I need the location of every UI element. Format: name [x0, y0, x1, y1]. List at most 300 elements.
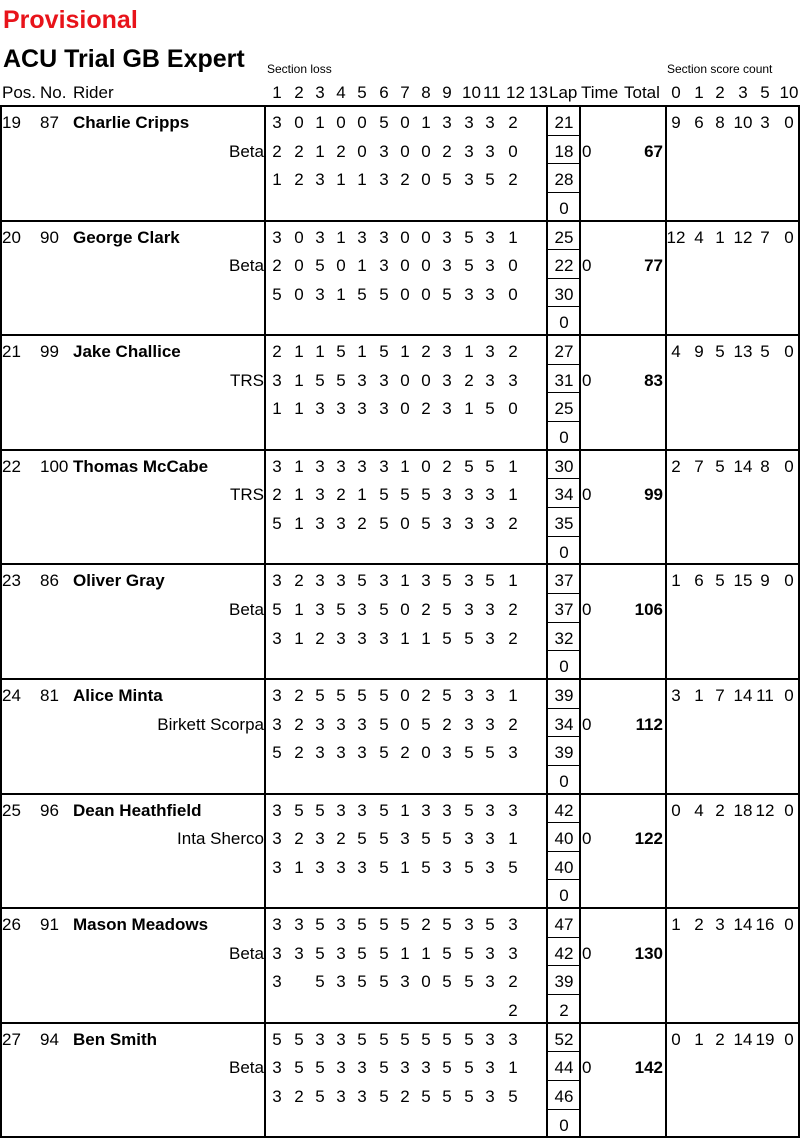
- row-divider: [0, 678, 800, 680]
- section-score: 2: [272, 141, 282, 161]
- score-count: 1: [694, 686, 704, 705]
- section-score: 1: [315, 113, 325, 132]
- section-score: 3: [442, 370, 452, 390]
- section-score: 3: [336, 399, 346, 419]
- section-score: 5: [294, 1058, 304, 1078]
- score-count: 5: [715, 571, 725, 591]
- lap-total-divider: [547, 507, 580, 508]
- section-score: 2: [442, 714, 452, 734]
- rider-total: 83: [644, 370, 663, 390]
- status-label: Provisional: [3, 6, 138, 34]
- header-section-12: 12: [506, 83, 525, 102]
- section-score: 5: [485, 456, 495, 476]
- section-score: 3: [442, 113, 452, 132]
- rider-number: 94: [40, 1029, 59, 1049]
- rider-time: 0: [582, 714, 592, 734]
- score-count: 9: [694, 342, 704, 362]
- lap-total: 0: [559, 657, 569, 677]
- section-score: 1: [357, 342, 367, 362]
- sections-left-border: [264, 105, 266, 1137]
- section-score: 5: [421, 514, 431, 533]
- score-count: 12: [755, 800, 775, 820]
- section-score: 3: [485, 686, 495, 705]
- rider-time: 0: [582, 141, 592, 161]
- section-score: 3: [379, 571, 389, 591]
- score-count: 5: [715, 342, 725, 362]
- header-count-10: 10: [779, 83, 799, 102]
- section-score: 1: [400, 800, 410, 820]
- section-score: 3: [357, 600, 367, 619]
- lap-total-divider: [547, 192, 580, 193]
- section-score: 3: [485, 342, 495, 362]
- section-score: 1: [357, 256, 367, 276]
- section-score: 3: [357, 743, 367, 763]
- section-score: 2: [294, 170, 304, 190]
- lap-total: 32: [554, 628, 574, 648]
- section-score: 3: [272, 943, 282, 963]
- section-score: 3: [315, 857, 325, 877]
- section-score: 3: [272, 370, 282, 390]
- section-score: 3: [315, 514, 325, 533]
- section-score: 5: [379, 686, 389, 705]
- section-score: 3: [336, 743, 346, 763]
- section-score: 3: [315, 485, 325, 505]
- section-score: 3: [464, 113, 474, 132]
- score-count: 2: [715, 1029, 725, 1049]
- rider-name: Jake Challice: [73, 342, 181, 362]
- section-score: 3: [400, 829, 410, 849]
- score-count: 0: [784, 571, 794, 591]
- lap-total: 30: [554, 456, 574, 476]
- section-score: 2: [508, 714, 518, 734]
- section-score: 5: [379, 800, 389, 820]
- section-score: 5: [442, 943, 452, 963]
- section-score: 3: [464, 170, 474, 190]
- score-count: 0: [784, 1029, 794, 1049]
- section-score: 2: [508, 514, 518, 533]
- section-score: 3: [357, 370, 367, 390]
- section-score: 0: [508, 399, 518, 419]
- header-time: Time: [581, 83, 619, 102]
- lap-total: 28: [554, 170, 574, 190]
- section-score: 5: [357, 943, 367, 963]
- rider-total: 99: [644, 485, 663, 505]
- lap-total: 2: [559, 1001, 569, 1020]
- section-score: 3: [272, 714, 282, 734]
- event-title: ACU Trial GB Expert: [3, 45, 245, 73]
- rider-time: 0: [582, 485, 592, 505]
- header-divider: [0, 105, 800, 107]
- section-score: 3: [315, 227, 325, 247]
- section-score: 5: [442, 972, 452, 992]
- section-score: 5: [379, 972, 389, 992]
- rider-total: 67: [644, 141, 663, 161]
- lap-total-divider: [547, 249, 580, 250]
- section-score: 3: [442, 399, 452, 419]
- rider-name: Dean Heathfield: [73, 800, 202, 820]
- rider-name: Oliver Gray: [73, 571, 165, 591]
- section-score: 5: [336, 370, 346, 390]
- rider-bike: Beta: [229, 1058, 264, 1078]
- rider-time: 0: [582, 600, 592, 619]
- section-score: 3: [400, 972, 410, 992]
- score-count: 3: [671, 686, 681, 705]
- score-count: 1: [671, 915, 681, 935]
- rider-name: Thomas McCabe: [73, 456, 209, 476]
- lap-total: 40: [554, 857, 574, 877]
- section-score: 5: [464, 972, 474, 992]
- lap-total: 30: [554, 284, 574, 304]
- lap-total: 37: [554, 600, 574, 619]
- section-score: 0: [421, 256, 431, 276]
- rider-total: 122: [634, 829, 663, 849]
- section-score: 5: [294, 1029, 304, 1049]
- score-count: 7: [760, 227, 770, 247]
- section-score: 3: [464, 514, 474, 533]
- header-pos: Pos.: [2, 83, 37, 102]
- section-score: 5: [485, 170, 495, 190]
- header-section-6: 6: [379, 83, 389, 102]
- section-score: 1: [400, 571, 410, 591]
- section-score: 5: [421, 1029, 431, 1049]
- section-score: 2: [508, 972, 518, 992]
- section-score: 3: [315, 170, 325, 190]
- section-score: 3: [485, 628, 495, 648]
- rider-time: 0: [582, 1058, 592, 1078]
- section-score: 3: [336, 800, 346, 820]
- lap-total: 18: [554, 141, 574, 161]
- section-score: 5: [421, 1087, 431, 1106]
- row-divider: [0, 449, 800, 451]
- header-count-0: 0: [671, 83, 681, 102]
- section-score: 3: [442, 227, 452, 247]
- score-count: 3: [760, 113, 770, 132]
- section-score: 3: [485, 485, 495, 505]
- score-count: 14: [733, 456, 753, 476]
- rider-position: 27: [2, 1029, 21, 1049]
- section-score: 2: [400, 1087, 410, 1106]
- lap-total-divider: [547, 994, 580, 995]
- section-score: 3: [379, 227, 389, 247]
- section-score: 1: [400, 943, 410, 963]
- section-score: 3: [357, 1087, 367, 1106]
- section-score: 2: [442, 456, 452, 476]
- section-score: 1: [336, 170, 346, 190]
- score-count: 2: [671, 456, 681, 476]
- rider-position: 25: [2, 800, 21, 820]
- rider-position: 23: [2, 571, 21, 591]
- score-count: 0: [784, 915, 794, 935]
- section-score: 0: [421, 972, 431, 992]
- header-section-9: 9: [442, 83, 452, 102]
- section-score: 1: [464, 342, 474, 362]
- section-score: 5: [357, 915, 367, 935]
- lap-total: 39: [554, 686, 574, 705]
- row-divider: [0, 563, 800, 565]
- rider-position: 21: [2, 342, 21, 362]
- section-score: 3: [272, 972, 282, 992]
- section-score: 3: [464, 686, 474, 705]
- lap-total: 0: [559, 542, 569, 562]
- header-section-10: 10: [462, 83, 481, 102]
- lap-total: 35: [554, 514, 574, 533]
- section-score: 5: [315, 972, 325, 992]
- lap-total-divider: [547, 937, 580, 938]
- section-score: 5: [400, 1029, 410, 1049]
- section-score: 5: [272, 284, 282, 304]
- section-score: 5: [379, 284, 389, 304]
- section-score: 2: [400, 170, 410, 190]
- lap-left-border: [546, 105, 548, 1137]
- section-score: 1: [294, 399, 304, 419]
- section-score: 5: [315, 256, 325, 276]
- section-score: 3: [294, 915, 304, 935]
- rider-bike: Beta: [229, 600, 264, 619]
- lap-total: 42: [554, 943, 574, 963]
- section-score: 3: [357, 628, 367, 648]
- section-score: 3: [336, 915, 346, 935]
- lap-total-divider: [547, 851, 580, 852]
- lap-total: 22: [554, 256, 574, 276]
- section-score: 2: [336, 829, 346, 849]
- section-score: 5: [272, 1029, 282, 1049]
- section-score: 3: [442, 485, 452, 505]
- section-score: 2: [442, 141, 452, 161]
- section-score: 3: [421, 1058, 431, 1078]
- score-count: 1: [694, 1029, 704, 1049]
- score-count: 4: [671, 342, 681, 362]
- section-score: 3: [442, 342, 452, 362]
- rider-time: 0: [582, 256, 592, 276]
- section-score: 0: [357, 113, 367, 132]
- section-score: 1: [508, 227, 518, 247]
- section-score: 1: [357, 485, 367, 505]
- section-score: 5: [379, 514, 389, 533]
- lap-total: 25: [554, 227, 574, 247]
- rider-time: 0: [582, 370, 592, 390]
- section-score: 3: [315, 456, 325, 476]
- rider-total: 142: [634, 1058, 663, 1078]
- section-score: 3: [485, 141, 495, 161]
- section-score: 3: [464, 141, 474, 161]
- section-score: 3: [315, 571, 325, 591]
- section-score: 2: [315, 628, 325, 648]
- section-score: 3: [464, 284, 474, 304]
- section-score: 3: [379, 456, 389, 476]
- section-score: 5: [272, 600, 282, 619]
- section-score: 5: [379, 714, 389, 734]
- section-score: 0: [508, 256, 518, 276]
- section-score: 3: [315, 743, 325, 763]
- section-score: 3: [508, 943, 518, 963]
- header-count-2: 2: [715, 83, 725, 102]
- section-score: 3: [379, 170, 389, 190]
- header-section-5: 5: [357, 83, 367, 102]
- rider-position: 19: [2, 113, 21, 132]
- section-score: 3: [272, 686, 282, 705]
- section-score: 0: [400, 686, 410, 705]
- section-score: 5: [379, 342, 389, 362]
- lap-total-divider: [547, 135, 580, 136]
- section-score: 5: [379, 113, 389, 132]
- section-score: 3: [357, 714, 367, 734]
- section-score: 3: [336, 714, 346, 734]
- lap-total-divider: [547, 593, 580, 594]
- section-score: 3: [315, 600, 325, 619]
- header-count-1: 1: [694, 83, 704, 102]
- section-score: 2: [421, 342, 431, 362]
- section-score: 5: [442, 600, 452, 619]
- rider-bike: TRS: [230, 485, 264, 505]
- section-score: 5: [379, 485, 389, 505]
- section-loss-label: Section loss: [267, 62, 332, 76]
- header-count-5: 5: [760, 83, 770, 102]
- section-score: 2: [508, 600, 518, 619]
- lap-total: 0: [559, 313, 569, 333]
- section-score: 2: [294, 686, 304, 705]
- section-score: 0: [400, 284, 410, 304]
- rider-bike: Beta: [229, 141, 264, 161]
- lap-total-divider: [547, 1051, 580, 1052]
- section-score: 3: [485, 1087, 495, 1106]
- section-score: 0: [400, 714, 410, 734]
- section-score: 5: [508, 1087, 518, 1106]
- section-score: 3: [336, 857, 346, 877]
- section-score: 3: [508, 743, 518, 763]
- section-score: 3: [421, 571, 431, 591]
- section-score: 3: [442, 857, 452, 877]
- section-score: 2: [272, 256, 282, 276]
- lap-total: 34: [554, 485, 574, 505]
- section-score: 3: [485, 370, 495, 390]
- lap-total: 27: [554, 342, 574, 362]
- lap-total-divider: [547, 650, 580, 651]
- lap-total-divider: [547, 364, 580, 365]
- lap-total: 40: [554, 829, 574, 849]
- lap-total: 47: [554, 915, 574, 935]
- section-score: 5: [464, 857, 474, 877]
- section-score: 0: [294, 113, 304, 132]
- section-score: 3: [272, 456, 282, 476]
- section-score: 3: [357, 857, 367, 877]
- lap-total: 0: [559, 771, 569, 791]
- score-count: 19: [755, 1029, 775, 1049]
- lap-total-divider: [547, 822, 580, 823]
- section-score: 3: [379, 256, 389, 276]
- section-score: 5: [379, 1087, 389, 1106]
- lap-total: 46: [554, 1087, 574, 1106]
- section-score: 5: [464, 1058, 474, 1078]
- section-score: 5: [442, 686, 452, 705]
- section-score: 3: [357, 1058, 367, 1078]
- section-score: 3: [315, 829, 325, 849]
- section-score: 5: [485, 399, 495, 419]
- section-score: 3: [379, 399, 389, 419]
- section-score: 5: [485, 915, 495, 935]
- lap-total-divider: [547, 392, 580, 393]
- lap-total: 25: [554, 399, 574, 419]
- section-score: 3: [315, 284, 325, 304]
- rider-number: 81: [40, 686, 59, 705]
- section-score: 5: [379, 915, 389, 935]
- section-score: 0: [400, 370, 410, 390]
- section-score: 1: [508, 1058, 518, 1078]
- section-score: 5: [315, 1058, 325, 1078]
- score-count: 9: [671, 113, 681, 132]
- score-count: 14: [733, 1029, 753, 1049]
- section-score: 0: [336, 256, 346, 276]
- score-count: 10: [733, 113, 753, 132]
- score-count: 1: [715, 227, 725, 247]
- section-score: 5: [464, 227, 474, 247]
- section-score: 1: [421, 628, 431, 648]
- section-score: 3: [442, 256, 452, 276]
- section-score: 3: [508, 915, 518, 935]
- section-score: 3: [485, 857, 495, 877]
- section-score: 0: [421, 227, 431, 247]
- rider-number: 99: [40, 342, 59, 362]
- lap-total: 39: [554, 972, 574, 992]
- section-score: 5: [464, 456, 474, 476]
- section-score: 3: [485, 943, 495, 963]
- rider-bike: Beta: [229, 256, 264, 276]
- section-score: 2: [508, 113, 518, 132]
- score-count: 14: [733, 686, 753, 705]
- row-divider: [0, 907, 800, 909]
- section-score: 5: [400, 915, 410, 935]
- section-score: 1: [272, 399, 282, 419]
- score-count: 0: [784, 342, 794, 362]
- score-count: 13: [733, 342, 753, 362]
- score-count: 12: [733, 227, 753, 247]
- counts-left-border: [665, 105, 667, 1137]
- section-score: 2: [272, 342, 282, 362]
- section-score: 0: [421, 370, 431, 390]
- header-count-3: 3: [738, 83, 748, 102]
- rider-position: 26: [2, 915, 21, 935]
- lap-total-divider: [547, 306, 580, 307]
- section-score: 1: [336, 284, 346, 304]
- section-score: 1: [464, 399, 474, 419]
- rider-total: 106: [634, 600, 663, 619]
- section-score: 2: [421, 686, 431, 705]
- rider-name: Alice Minta: [73, 686, 163, 705]
- lap-total: 0: [559, 428, 569, 447]
- section-score: 2: [508, 628, 518, 648]
- section-score: 3: [272, 1058, 282, 1078]
- section-score: 3: [336, 456, 346, 476]
- lap-total: 31: [554, 370, 574, 390]
- lap-total: 44: [554, 1058, 574, 1078]
- section-score: 3: [357, 456, 367, 476]
- section-score: 0: [400, 256, 410, 276]
- section-score: 3: [485, 227, 495, 247]
- section-score: 0: [400, 227, 410, 247]
- section-score: 5: [315, 1087, 325, 1106]
- rider-total: 77: [644, 256, 663, 276]
- rider-number: 91: [40, 915, 59, 935]
- rider-total: 112: [635, 714, 663, 734]
- lap-right-border: [579, 105, 581, 1137]
- section-score: 5: [357, 571, 367, 591]
- score-count: 14: [733, 915, 753, 935]
- rider-bike: TRS: [230, 370, 264, 390]
- rider-name: Ben Smith: [73, 1029, 158, 1049]
- section-score: 3: [272, 800, 282, 820]
- section-score: 3: [508, 800, 518, 820]
- score-count: 6: [694, 113, 704, 132]
- section-score: 5: [442, 170, 452, 190]
